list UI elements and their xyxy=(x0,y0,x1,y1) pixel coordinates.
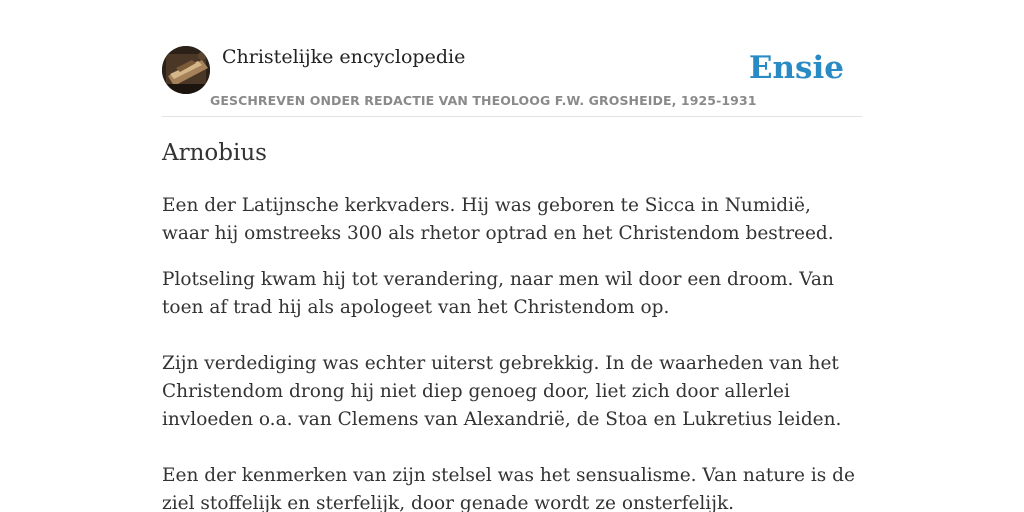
site-header xyxy=(162,46,862,117)
book-image-icon xyxy=(162,46,210,94)
article-body xyxy=(162,192,862,512)
article-paragraph: Zijn verdediging was echter uiterst gebrekkig. In de waarheden van het Christendom drong hij niet diep genoeg door, liet zich door allerlei invloeden o.a. van Clemens van Alexandrië, de Stoa en Lukretius leiden. xyxy=(162,353,842,430)
article-paragraph: Een der kenmerken van zijn stelsel was het sensualisme. Van nature is de ziel stoffelijk en sterfelijk, door genade wordt ze onsterfelijk. xyxy=(162,465,855,512)
site-title[interactable]: Christelijke encyclopedie xyxy=(222,46,466,68)
article-paragraph: Een der Latijnsche kerkvaders. Hij was geboren te Sicca in Numidië, waar hij omstreeks 300 als rhetor optrad en het Christendom bestreed. xyxy=(162,195,834,244)
article-paragraph: Plotseling kwam hij tot verandering, naar men wil door een droom. Van toen af trad hij als apologeet van het Christendom op. xyxy=(162,269,834,318)
encyclopedia-avatar[interactable] xyxy=(162,46,210,94)
site-subtitle: GESCHREVEN ONDER REDACTIE VAN THEOLOOG F.W. GROSHEIDE, 1925-1931 xyxy=(210,93,757,108)
article-title: Arnobius xyxy=(162,140,267,166)
ensie-logo[interactable]: Ensie xyxy=(748,50,844,86)
